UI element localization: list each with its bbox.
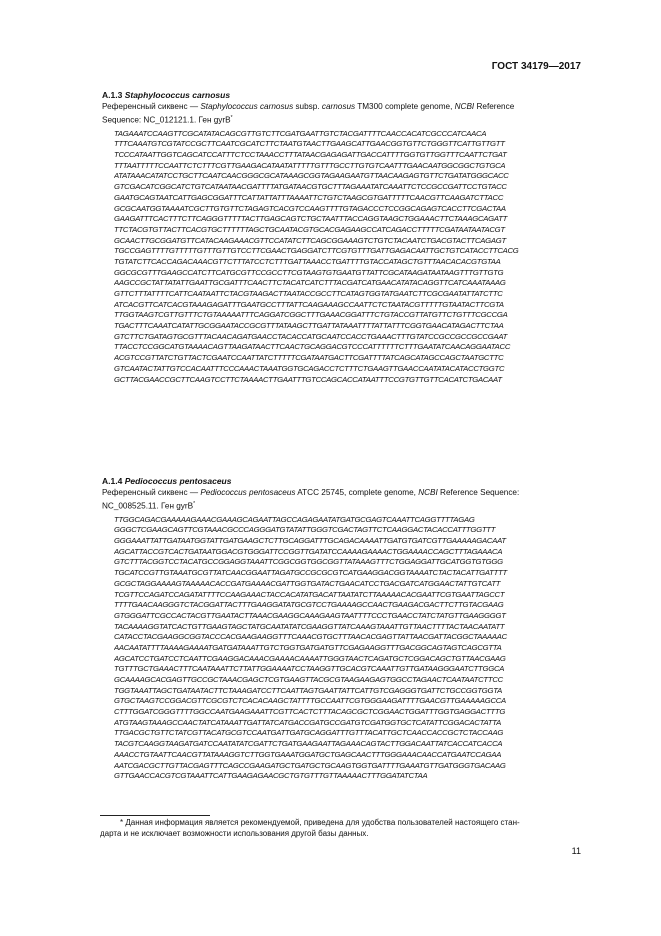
- sequence-line: ATGTAAGTAAAGCCAACTATCATAAATTGATTATCATGACCGATGCCGATGTCGATGGTGCTCATATTCGGACACTATTA: [114, 717, 501, 727]
- sequence-line: TTTAATTTTTCCAATTCTCTTTCGTTGAAGACATAATATTTTTGTTTGCCTTGTGTCAATTTGAACAATGGCGGCTGTGCA: [114, 160, 506, 170]
- sequence-line: GTGGGATTCGCCACTACGTTGAATACTTAAACGAAGGCAAAGAAGTAATTTTCCCTGAACCTATCTATGTTGAAGGGGT: [114, 610, 506, 620]
- sequence-line: GCAACTTGCGGATGTTCATACAAGAAACGTTCCATATCTTCAGCGGAAAGTCTGTCTACAATCTGACGTACTTCAGAGT: [114, 235, 506, 245]
- sequence-line: GCGCTAGGAAAAGTAAAAACACCGATGAAAACGATTGGTGATACTGAACATCCTGACGATCATGGAACTATTGTCATT: [114, 578, 501, 588]
- sequence-line: ATCACGTTCATCACGTAAAGAGATTTGAATGCCTTTATTCAAGAAAGCCAATTCTCTAATACGTTTTTGTAATACTTCGTA: [114, 299, 504, 309]
- section-number: A.1.3: [102, 90, 123, 100]
- sequence-line: GTCAATACTATTGTCCACAATTTCCCAAACTAAATGGTGCAGACCTCTTTCTGAAGTTGAACCAATATACATACCTGGTC: [114, 363, 505, 373]
- sequence-line: AATCGACGCTTGTTACGAGTTTCAGCCGAAGATGCTGATGCTGCAAGTGGTGATTTTGAAATGTTGATGGGTGACAAG: [114, 760, 506, 770]
- sequence-line: GTCTTTACGGTCCTACATGCCGGAGGTAAATTCGGCGGTGGCGGTTATAAAGTTTCTGGAGGATTGCATGGTGTGGG: [114, 557, 503, 567]
- ref-text: subsp.: [293, 102, 322, 111]
- sequence-line: TACGTCAAGGTAAGATGATCCAATATATCGATTCTGATGAAGAATTAGAAACAGTACTTGGACAATTATCACCATCACCA: [114, 739, 503, 749]
- sequence-line: TTGGTAAGTCGTTGTTTCTGTAAAAATTTCAGGATCGGCTTTGAAACGGATTTCTGTACCGTTATGTTCTGTTTCGCCGA: [114, 310, 508, 320]
- sequence-line: AAACCTGTAATTCAACGTTATAAAGGTCTTGGTGAAATGGATGCTGAGCAACTTTGGGAAACAACCATGAATCCAGAA: [114, 749, 502, 759]
- sequence-line: TAGAAATCCAAGTTCGCATATACAGCGTTGTCTTCGATGAATTGTCTACGATTTTCAACCACATCGCCCATCAACA: [114, 128, 487, 138]
- sequence-line: GTCTTCTGATAGTGCGTTTACAACAGATGAACCTACACCATGCAATCCACCTGAAACTTTGTATCCGCCGCCGCCGAAT: [114, 331, 508, 341]
- ref-accession: Sequence: NC_012121.1. Ген gyrB: [102, 115, 231, 125]
- sequence-line: GAATGCAGTAATCATTGAGCGGATTTCATTATTATTTAAAATTCTGTCTAAGCGTGATTTTTCAACGTTCAAGATCTTACC: [114, 192, 504, 202]
- sequence-line: GGCGCGTTTGAAGCCATCTTCATGCGTTCCGCCTTCGTAAGTGTGAATGTTATTCGCATAAGATAATAAGTTTGTTGTG: [114, 267, 504, 277]
- sequence-line: GCAAAAGCACGAGTTGCCGCTAAACGAGCTCGTGAAGTTACGCGTAAGAAGAGTGGCCTAGAACTCAATAATCTTCC: [114, 675, 503, 685]
- sequence-line: GAAGATTTCACTTTCTTCAGGGTTTTTACTTGAGCAGTCTGCTAATTTACCAGGTAAGCTGGAAACTTCTAAAGCAGATT: [114, 214, 508, 224]
- sequence-line: TGACTTTCAAATCATATTGCGGAATACCGCGTTTATAAGCTTGATTATAAATTTTATTATTTCGGTGAACATAGACTTCTAA: [114, 321, 504, 331]
- sequence-line: GTTCTTTATTTTCATTCAATAATTCTACGTAAGACTTAATACCGCCTTCATAGTGGTATGAATCTTCGCGAATATTATCTTC: [114, 289, 503, 299]
- footnote-text: дарта и не исключает возможности использования другой базы данных.: [100, 829, 369, 838]
- sequence-line: CATACCTACGAAGGCGGTACCCACGAAGAAGGTTTCAAACGTGCTTTAACACGAGTTATTAACGATTACGGCTAAAAAC: [114, 632, 507, 642]
- sequence-line: TGCCGAGTTTTGTTTTTGTTTGTTGTCCTTCGAACTGAGGATCTTCGTGTTTGATTGAGACAATTGCTGTCATACCTTCACG: [114, 246, 519, 256]
- section-species-name: Pediococcus pentosaceus: [124, 476, 232, 486]
- section-heading: [102, 89, 582, 101]
- ref-prefix: Референсный сиквенс —: [102, 102, 201, 111]
- ref-ncbi: NCBI: [418, 488, 438, 497]
- footnote: [100, 817, 584, 839]
- section-species-name: Staphylococcus carnosus: [124, 90, 231, 100]
- sequence-line: GGGCTCGAAGCAGTTCGTAAACGCCCAGGGATGTATATTGGGTCGACTAGTTCTCAAGGACTACACCATTTGGTTT: [114, 525, 496, 535]
- sequence-line: GTGCTAAGTCCGGACGTTCGCGTCTCACACAAGCTATTTTGCCAATTCGTGGGAAGATTTTGAACGTTGAAAAAGCCA: [114, 696, 506, 706]
- section-heading: [102, 475, 582, 487]
- sequence-line: TTACCTCCGGCATGTAAAACAGTTAAGATAACTTCAACTGCAGGACGTCCCATTTTTTCTTTGAATATCAACAGGAATACC: [114, 342, 511, 352]
- standard-number: ГОСТ 34179—2017: [491, 61, 581, 72]
- section-staphylococcus-carnosus: [100, 89, 582, 385]
- sequence-line: GCTTACGAACCGCTTCAAGTCCTTCTAAAACTTGAATTTGTCCAGCACCATAATTTCCGTGTTGTTCACATCTGACAAT: [114, 374, 502, 384]
- sequence-line: TACAAAAGGTATCACTGTTGAAGTAGCTATGCAATATATCGAAGGTTATCAAAGTAAATTGTTAACTTTTACTAACAATATT: [114, 621, 505, 631]
- dna-sequence: [114, 129, 582, 386]
- sequence-line: ATATAAACATATCCTGCTTCAATCAACGGGCGCATAAAGCGGTAGAAGAATGTTAACAAGAGTGTTCTGATATGGGCACC: [114, 171, 509, 181]
- sequence-line: ACGTCCGTTATCTGTTACTCGAATCCAATTATCTTTTTCGATAATGACTTCGATTTTATCAGCATAGCCAGCTAATGCTTC: [114, 353, 504, 363]
- ref-subspecies: carnosus: [321, 102, 356, 111]
- dna-sequence: [114, 515, 582, 782]
- sequence-line: TTGGCAGACGAAAAAGAAACGAAAGCAGAATTAGCCAGAGAATATGATGCGAGTCAAATTCAGGTTTTAGAG: [114, 514, 475, 524]
- sequence-line: TCCCATAATTGGTCAGCATCCATTTCTCCTAAACCTTTATAACGAGAGATTGACCATTTTGGTGTTGGTTTCAATTCTGAT: [114, 150, 507, 160]
- sequence-line: TGCATCCGTTGTAAATGCGTTATCAACGGAATTAGATGCCGCGCGTCATGAAGGACGGTAAAATCTACTACATTGATTTT: [114, 568, 507, 578]
- ref-text: ATCC 25745, complete genome,: [295, 488, 419, 497]
- reference-sequence-text: [100, 101, 582, 126]
- ref-accession: NC_008525.11. Ген gyrB: [102, 501, 194, 511]
- ref-text: Reference: [474, 102, 515, 111]
- sequence-line: AGCATCCTGATCCTCAATTCGAAGGACAAACGAAAACAAAATTGGGTAACTCAGATGCTCGGACAGCTGTTAACGAAG: [114, 653, 506, 663]
- ref-prefix: Референсный сиквенс —: [102, 488, 201, 497]
- sequence-line: TCGTTCCAGATCCAGATATTTTCCAAGAAACTACCACATATGACATTAATATCTTAAAAACACGAATTCGTGAATTAGCCT: [114, 589, 505, 599]
- footnote-text: Данная информация является рекомендуемой, приведена для удобства пользователей настоящего стан-: [123, 818, 520, 827]
- section-number: A.1.4: [102, 476, 123, 486]
- ref-text: TM300 complete genome,: [355, 102, 455, 111]
- sequence-line: CTTTGGATCGGGTTTTGGCCAATGAAGAAATTCGTTCACTCTTTACAGCGCTCGGAACTGGATTTGGTGAGGACTTTG: [114, 707, 506, 717]
- footnote-mark: *: [230, 114, 233, 121]
- sequence-line: TTGACGCTGTTCTATCGTTACATGCGTCCAATGATTGATGCAGGATTTGTTTACATTGCTCAACCACCGCTCTACCAAG: [114, 728, 504, 738]
- sequence-line: TGGTAAATTAGCTGATAATACTTCTAAAGATCCTTCAATTAGTGAATTATTCATTGTCGAGGGTGATTCTGCCGGTGGTA: [114, 685, 502, 695]
- reference-sequence-text: [100, 487, 582, 512]
- sequence-line: GTTGAACCACGTCGTAAATTCATTGAAGAGAACGCTGTGTTTGTTAAAAACTTTGGATATCTAA: [114, 771, 428, 781]
- sequence-line: AGCATTACCGTCACTGATAATGGACGTGGGATTCCGGTTGATATCCAAAAGAAAACTGGAAAACCAGCTTTAGAAACA: [114, 546, 503, 556]
- sequence-line: TTTTGAACAAGGGTCTACGGATTACTTTGAAGGATATGCGTCCTGAAAAGCCAACTGAAGACGACTTCTTGTACGAAG: [114, 600, 504, 610]
- ref-species: Pediococcus pentosaceus: [200, 488, 296, 497]
- sequence-line: TGTTTGCTGAAACTTTCAATAAATTCTTATTGGAAAATCCTAAGGTTGCACGTCAAATTGTTGATAAGGGAATCTTGGCA: [114, 664, 505, 674]
- ref-text: Reference Sequence:: [437, 488, 520, 497]
- section-pediococcus-pentosaceus: [100, 475, 582, 782]
- ref-species: Staphylococcus carnosus: [200, 102, 294, 111]
- sequence-line: TGTATCTTCACCAGACAAACGTTCTTTATCCTCTTTGATTAAACCTGATTTTGTACCATAGCTGTTTAACACACGTGTAA: [114, 256, 501, 266]
- sequence-line: GTCGACATCGGCATCTGTCATAATAACGATTTTATGATAACGTGCTTTAGAAATATCAAATTCTCCGCCGATTCCTGTACC: [114, 182, 507, 192]
- sequence-line: TTCTACGTGTTACTTCACGTGCTTTTTTAGCTGCAATACGTGCACGAGAAGCCATCAGACCTTTTTCGATAATAATACGT: [114, 224, 505, 234]
- footnote-mark: *: [120, 818, 124, 827]
- sequence-line: GGGAAATTATTGATAATGGTATTGATGAAGCTCTTGCAGGATTTGCAGACAAAATTGATGTGATCGTTGAAAAAGACAAT: [114, 536, 506, 546]
- footnote-divider: [100, 815, 210, 816]
- page-number: 11: [571, 846, 581, 856]
- ref-ncbi: NCBI: [454, 102, 475, 111]
- sequence-line: TTTCAAATGTCGTATCCGCTTCAATCGCATCTTCTAATGTAACTTGAAGCATTGAACGGTGTTCTGGGTTCATTGTTGTT: [114, 139, 505, 149]
- footnote-mark: *: [193, 500, 196, 507]
- sequence-line: AAGCCGCTATTATATTGAATTGCGATTTCAACTTCTACATCATCTTTACGATCATGAACATATACAGGTTCATCAAATAAAG: [114, 278, 506, 288]
- sequence-line: AACAATATTTTAAAAGAAAATGATGATAAATTGTCTGGTGATGATGTTCGAGAAGGTTTGACGGCAGTAGTCAGCGTTA: [114, 642, 502, 652]
- sequence-line: GCGCAATGGTAAAATCGCTTGTGTTCTAGAGTCACGTCCAAGTTTTGTAGACCCTCCGGCAGAGTCACCTTCGACTAA: [114, 203, 506, 213]
